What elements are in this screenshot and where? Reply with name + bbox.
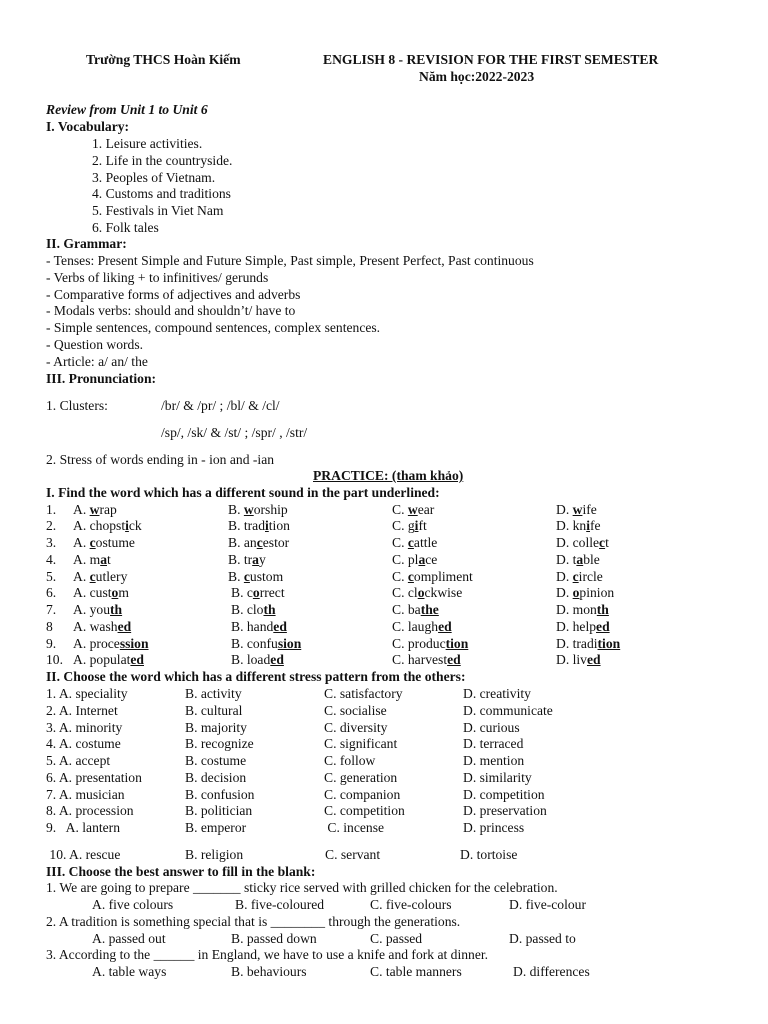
- option-b: B. activity: [185, 686, 242, 701]
- underlined-part: ed: [117, 619, 132, 634]
- exercise-1-heading: I. Find the word which has a different sound in the part underlined:: [46, 485, 440, 500]
- list-item: 6. Folk tales: [92, 220, 159, 235]
- option-b: B. religion: [185, 847, 244, 862]
- option-c: C. companion: [324, 787, 401, 802]
- option-d: D. wife: [556, 502, 597, 517]
- table-row: [0, 502, 768, 519]
- underlined-part: th: [263, 602, 276, 617]
- option-a: A. cutlery: [73, 569, 128, 584]
- question-number: 1.: [46, 502, 57, 517]
- table-row: [0, 636, 768, 653]
- list-item: - Tenses: Present Simple and Future Simple, Past simple, Present Perfect, Past continuous: [46, 253, 534, 268]
- underlined-part: tion: [597, 636, 621, 651]
- underlined-part: c: [89, 569, 96, 584]
- option-d: D. communicate: [463, 703, 553, 718]
- option-b: B. confusion: [185, 787, 255, 802]
- underlined-part: sion: [277, 636, 302, 651]
- option-d: D. differences: [513, 964, 590, 979]
- clusters-line-2: /sp/, /sk/ & /st/ ; /spr/ , /str/: [161, 425, 308, 440]
- option-b: B. loaded: [231, 652, 284, 667]
- table-row: [0, 602, 768, 619]
- option-b: B. emperor: [185, 820, 247, 835]
- table-row: [0, 535, 768, 552]
- option-c: C. competition: [324, 803, 405, 818]
- underlined-part: a: [576, 552, 584, 567]
- underlined-part: c: [256, 535, 263, 550]
- option-c: C. passed: [370, 931, 423, 946]
- option-a: 1. A. speciality: [46, 686, 128, 701]
- option-c: C. compliment: [392, 569, 473, 584]
- underlined-part: i: [586, 518, 590, 533]
- option-c: C. clockwise: [392, 585, 463, 600]
- question-number: 8: [46, 619, 53, 634]
- table-row: [0, 585, 768, 602]
- option-d: D. passed to: [509, 931, 576, 946]
- question-number: 7.: [46, 602, 57, 617]
- list-item: 5. Festivals in Viet Nam: [92, 203, 224, 218]
- question-number: 5.: [46, 569, 57, 584]
- underlined-part: ed: [130, 652, 144, 667]
- question-number: 9.: [46, 636, 57, 651]
- underlined-part: a: [418, 552, 426, 567]
- option-b: B. behaviours: [231, 964, 307, 979]
- option-d: D. knife: [556, 518, 601, 533]
- option-c: C. bathe: [392, 602, 439, 617]
- question-text: 2. A tradition is something special that is ________ through the generations.: [46, 914, 461, 929]
- option-b: B. recognize: [185, 736, 254, 751]
- option-c: C. significant: [324, 736, 398, 751]
- option-a: 9. A. lantern: [46, 820, 120, 835]
- option-a: A. five colours: [92, 897, 174, 912]
- option-d: D. lived: [556, 652, 601, 667]
- option-d: D. tradition: [556, 636, 621, 651]
- option-a: 5. A. accept: [46, 753, 111, 768]
- option-b: B. correct: [231, 585, 285, 600]
- answer-options: [0, 931, 768, 948]
- option-c: C. place: [392, 552, 438, 567]
- list-item: - Simple sentences, compound sentences, complex sentences.: [46, 320, 381, 335]
- option-a: A. mat: [73, 552, 111, 567]
- table-row: [0, 847, 768, 864]
- option-b: B. tradition: [228, 518, 290, 533]
- option-a: A. wrap: [73, 502, 117, 517]
- school-name: Trường THCS Hoàn Kiếm: [86, 52, 241, 67]
- option-a: A. youth: [73, 602, 123, 617]
- underlined-part: ed: [586, 652, 601, 667]
- list-item: - Question words.: [46, 337, 144, 352]
- option-a: A. chopstick: [73, 518, 142, 533]
- underlined-part: ed: [270, 652, 284, 667]
- list-item: 2. Life in the countryside.: [92, 153, 233, 168]
- option-a: A. costume: [73, 535, 135, 550]
- option-d: D. opinion: [556, 585, 615, 600]
- question-number: 4.: [46, 552, 57, 567]
- underlined-part: i: [125, 518, 129, 533]
- option-c: C. wear: [392, 502, 435, 517]
- underlined-part: w: [407, 502, 418, 517]
- option-a: 7. A. musician: [46, 787, 125, 802]
- option-c: C. cattle: [392, 535, 438, 550]
- option-a: A. populated: [73, 652, 144, 667]
- list-item: 3. Peoples of Vietnam.: [92, 170, 216, 185]
- stress-rule: 2. Stress of words ending in - ion and -ian: [46, 452, 275, 467]
- option-b: B. ancestor: [228, 535, 290, 550]
- option-d: D. helped: [556, 619, 610, 634]
- underlined-part: w: [572, 502, 583, 517]
- option-a: A. procession: [73, 636, 149, 651]
- underlined-part: th: [596, 602, 609, 617]
- option-c: C. servant: [325, 847, 381, 862]
- option-c: C. generation: [324, 770, 398, 785]
- option-c: C. socialise: [324, 703, 387, 718]
- option-b: B. five-coloured: [235, 897, 325, 912]
- table-row: [0, 736, 768, 753]
- underlined-part: c: [89, 535, 96, 550]
- underlined-part: w: [89, 502, 100, 517]
- option-d: D. circle: [556, 569, 603, 584]
- option-a: 4. A. costume: [46, 736, 121, 751]
- school-year: Năm học:2022-2023: [419, 69, 535, 84]
- underlined-part: tion: [445, 636, 469, 651]
- option-b: B. handed: [231, 619, 287, 634]
- answer-options: [0, 897, 768, 914]
- option-a: A. washed: [73, 619, 132, 634]
- option-b: B. politician: [185, 803, 253, 818]
- underlined-part: o: [572, 585, 580, 600]
- underlined-part: ed: [273, 619, 287, 634]
- option-d: D. similarity: [463, 770, 532, 785]
- underlined-part: ed: [438, 619, 452, 634]
- option-b: B. confusion: [231, 636, 302, 651]
- option-d: D. terraced: [463, 736, 524, 751]
- option-d: D. table: [556, 552, 600, 567]
- question-number: 2.: [46, 518, 57, 533]
- option-a: 3. A. minority: [46, 720, 123, 735]
- underlined-part: o: [417, 585, 425, 600]
- list-item: 1. Leisure activities.: [92, 136, 203, 151]
- option-a: 2. A. Internet: [46, 703, 118, 718]
- option-b: B. tray: [228, 552, 266, 567]
- option-b: B. cloth: [231, 602, 276, 617]
- option-a: A. table ways: [92, 964, 167, 979]
- table-row: [0, 686, 768, 703]
- clusters-label: 1. Clusters:: [46, 398, 108, 413]
- question-number: 6.: [46, 585, 57, 600]
- option-c: C. laughed: [392, 619, 452, 634]
- review-scope: Review from Unit 1 to Unit 6: [46, 102, 208, 117]
- exercise-3-heading: III. Choose the best answer to fill in the blank:: [46, 864, 316, 879]
- option-b: B. majority: [185, 720, 247, 735]
- option-c: C. production: [392, 636, 469, 651]
- option-c: C. harvested: [392, 652, 461, 667]
- option-a: 8. A. procession: [46, 803, 134, 818]
- question-text: 1. We are going to prepare _______ sticky rice served with grilled chicken for the celebration.: [46, 880, 558, 895]
- table-row: [0, 787, 768, 804]
- table-row: [0, 703, 768, 720]
- option-c: C. incense: [324, 820, 385, 835]
- grammar-heading: II. Grammar:: [46, 236, 127, 251]
- underlined-part: a: [252, 552, 259, 567]
- underlined-part: ed: [447, 652, 461, 667]
- underlined-part: th: [110, 602, 123, 617]
- underlined-part: o: [252, 585, 260, 600]
- table-row: [0, 652, 768, 669]
- option-c: C. satisfactory: [324, 686, 403, 701]
- option-b: B. costume: [185, 753, 247, 768]
- table-row: [0, 720, 768, 737]
- option-d: D. month: [556, 602, 609, 617]
- table-row: [0, 619, 768, 636]
- question-number: 3.: [46, 535, 57, 550]
- underlined-part: c: [407, 535, 414, 550]
- exercise-2-heading: II. Choose the word which has a different stress pattern from the others:: [46, 669, 466, 684]
- list-item: 4. Customs and traditions: [92, 186, 231, 201]
- clusters-line-1: /br/ & /pr/ ; /bl/ & /cl/: [161, 398, 280, 413]
- pronunciation-heading: III. Pronunciation:: [46, 371, 157, 386]
- underlined-part: a: [100, 552, 107, 567]
- option-d: D. curious: [463, 720, 520, 735]
- table-row: [0, 803, 768, 820]
- table-row: [0, 569, 768, 586]
- option-c: C. gift: [392, 518, 427, 533]
- option-d: D. tortoise: [460, 847, 518, 862]
- option-a: 10. A. rescue: [46, 847, 121, 862]
- option-d: D. princess: [463, 820, 525, 835]
- page-title: ENGLISH 8 - REVISION FOR THE FIRST SEMESTER: [323, 52, 659, 67]
- list-item: - Article: a/ an/ the: [46, 354, 148, 369]
- list-item: - Comparative forms of adjectives and adverbs: [46, 287, 301, 302]
- option-d: D. creativity: [463, 686, 531, 701]
- option-c: C. five-colours: [370, 897, 452, 912]
- option-a: A. passed out: [92, 931, 166, 946]
- option-c: C. diversity: [324, 720, 388, 735]
- option-d: D. preservation: [463, 803, 547, 818]
- question-number: 10.: [46, 652, 63, 667]
- option-b: B. passed down: [231, 931, 317, 946]
- underlined-part: ed: [596, 619, 610, 634]
- option-d: D. competition: [463, 787, 545, 802]
- list-item: - Verbs of liking + to infinitives/ gerunds: [46, 270, 269, 285]
- table-row: [0, 820, 768, 837]
- underlined-part: c: [599, 535, 606, 550]
- practice-heading: PRACTICE: (tham khảo): [313, 468, 464, 483]
- option-d: D. five-colour: [509, 897, 587, 912]
- list-item: - Modals verbs: should and shouldn’t/ have to: [46, 303, 296, 318]
- underlined-part: c: [243, 569, 250, 584]
- option-b: B. decision: [185, 770, 247, 785]
- underlined-part: ssion: [119, 636, 149, 651]
- table-row: [0, 552, 768, 569]
- option-a: A. custom: [73, 585, 129, 600]
- table-row: [0, 770, 768, 787]
- underlined-part: c: [407, 569, 414, 584]
- option-b: B. worship: [228, 502, 288, 517]
- table-row: [0, 518, 768, 535]
- underlined-part: o: [111, 585, 119, 600]
- option-b: B. cultural: [185, 703, 243, 718]
- underlined-part: w: [243, 502, 254, 517]
- underlined-part: i: [414, 518, 419, 533]
- underlined-part: the: [420, 602, 439, 617]
- option-d: D. mention: [463, 753, 525, 768]
- option-c: C. table manners: [370, 964, 462, 979]
- question-text: 3. According to the ______ in England, we have to use a knife and fork at dinner.: [46, 947, 489, 962]
- answer-options: [0, 964, 768, 981]
- option-a: 6. A. presentation: [46, 770, 142, 785]
- option-d: D. collect: [556, 535, 609, 550]
- vocabulary-heading: I. Vocabulary:: [46, 119, 130, 134]
- table-row: [0, 753, 768, 770]
- underlined-part: i: [265, 518, 269, 533]
- underlined-part: c: [572, 569, 579, 584]
- option-b: B. custom: [228, 569, 284, 584]
- option-c: C. follow: [324, 753, 376, 768]
